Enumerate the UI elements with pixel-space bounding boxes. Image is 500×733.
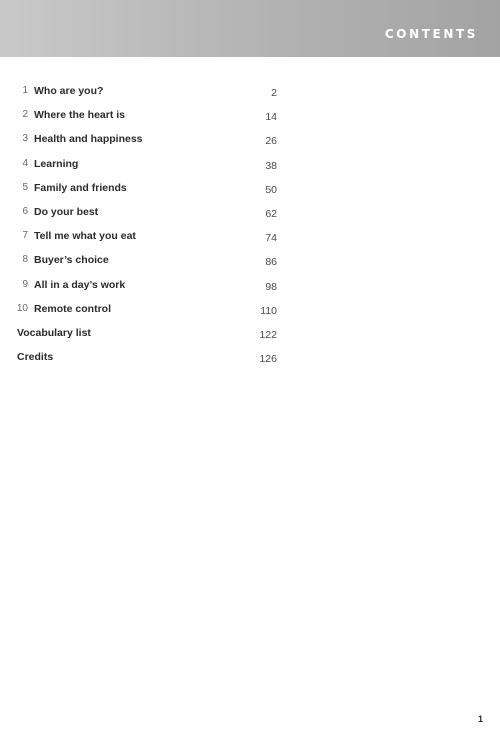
unit-number: 3 <box>22 133 28 145</box>
section-title: Credits <box>17 351 54 364</box>
section-page-number: 122 <box>259 328 277 341</box>
unit-number: 6 <box>22 205 28 217</box>
toc-row[interactable] <box>0 156 500 180</box>
unit-title: Where the heart is <box>34 109 126 122</box>
table-of-contents <box>0 83 500 373</box>
page-title: CONTENTS <box>384 27 478 41</box>
toc-row[interactable] <box>0 180 500 204</box>
unit-title: Do your best <box>34 205 99 218</box>
unit-title: All in a day’s work <box>34 278 126 291</box>
unit-title: Family and friends <box>34 181 127 194</box>
unit-number: 4 <box>22 157 28 169</box>
unit-page-number: 50 <box>265 183 277 196</box>
unit-page-number: 26 <box>265 135 277 148</box>
unit-page-number: 74 <box>265 232 277 245</box>
unit-number: 7 <box>22 230 28 242</box>
unit-page-number: 62 <box>265 207 277 220</box>
unit-page-number: 14 <box>265 111 277 124</box>
unit-page-number: 110 <box>260 304 277 317</box>
section-title: Vocabulary list <box>17 326 91 339</box>
unit-title: Who are you? <box>34 85 104 97</box>
unit-title: Remote control <box>34 302 112 315</box>
toc-row-credits[interactable] <box>0 349 500 373</box>
unit-number: 9 <box>22 278 28 290</box>
toc-row[interactable] <box>0 252 500 276</box>
unit-title: Health and happiness <box>34 133 143 146</box>
unit-number: 1 <box>22 85 28 96</box>
toc-row[interactable] <box>0 277 500 301</box>
unit-title: Tell me what you eat <box>34 230 136 243</box>
unit-page-number: 86 <box>265 256 277 269</box>
unit-number: 2 <box>22 109 28 121</box>
toc-row[interactable] <box>0 83 500 107</box>
unit-page-number: 98 <box>265 280 277 293</box>
section-page-number: 126 <box>259 353 277 366</box>
toc-row[interactable] <box>0 107 500 131</box>
unit-title: Buyer’s choice <box>34 254 109 267</box>
toc-row-vocabulary[interactable] <box>0 325 500 349</box>
page-number: 1 <box>477 714 483 724</box>
unit-number: 8 <box>22 254 28 266</box>
toc-row[interactable] <box>0 228 500 252</box>
toc-row[interactable] <box>0 301 500 325</box>
toc-row[interactable] <box>0 131 500 155</box>
unit-page-number: 38 <box>265 159 277 172</box>
unit-title: Learning <box>34 157 79 170</box>
header-bar <box>0 0 500 57</box>
toc-row[interactable] <box>0 204 500 228</box>
unit-number: 5 <box>22 181 28 193</box>
unit-page-number: 2 <box>271 87 277 99</box>
unit-number: 10 <box>16 302 28 314</box>
